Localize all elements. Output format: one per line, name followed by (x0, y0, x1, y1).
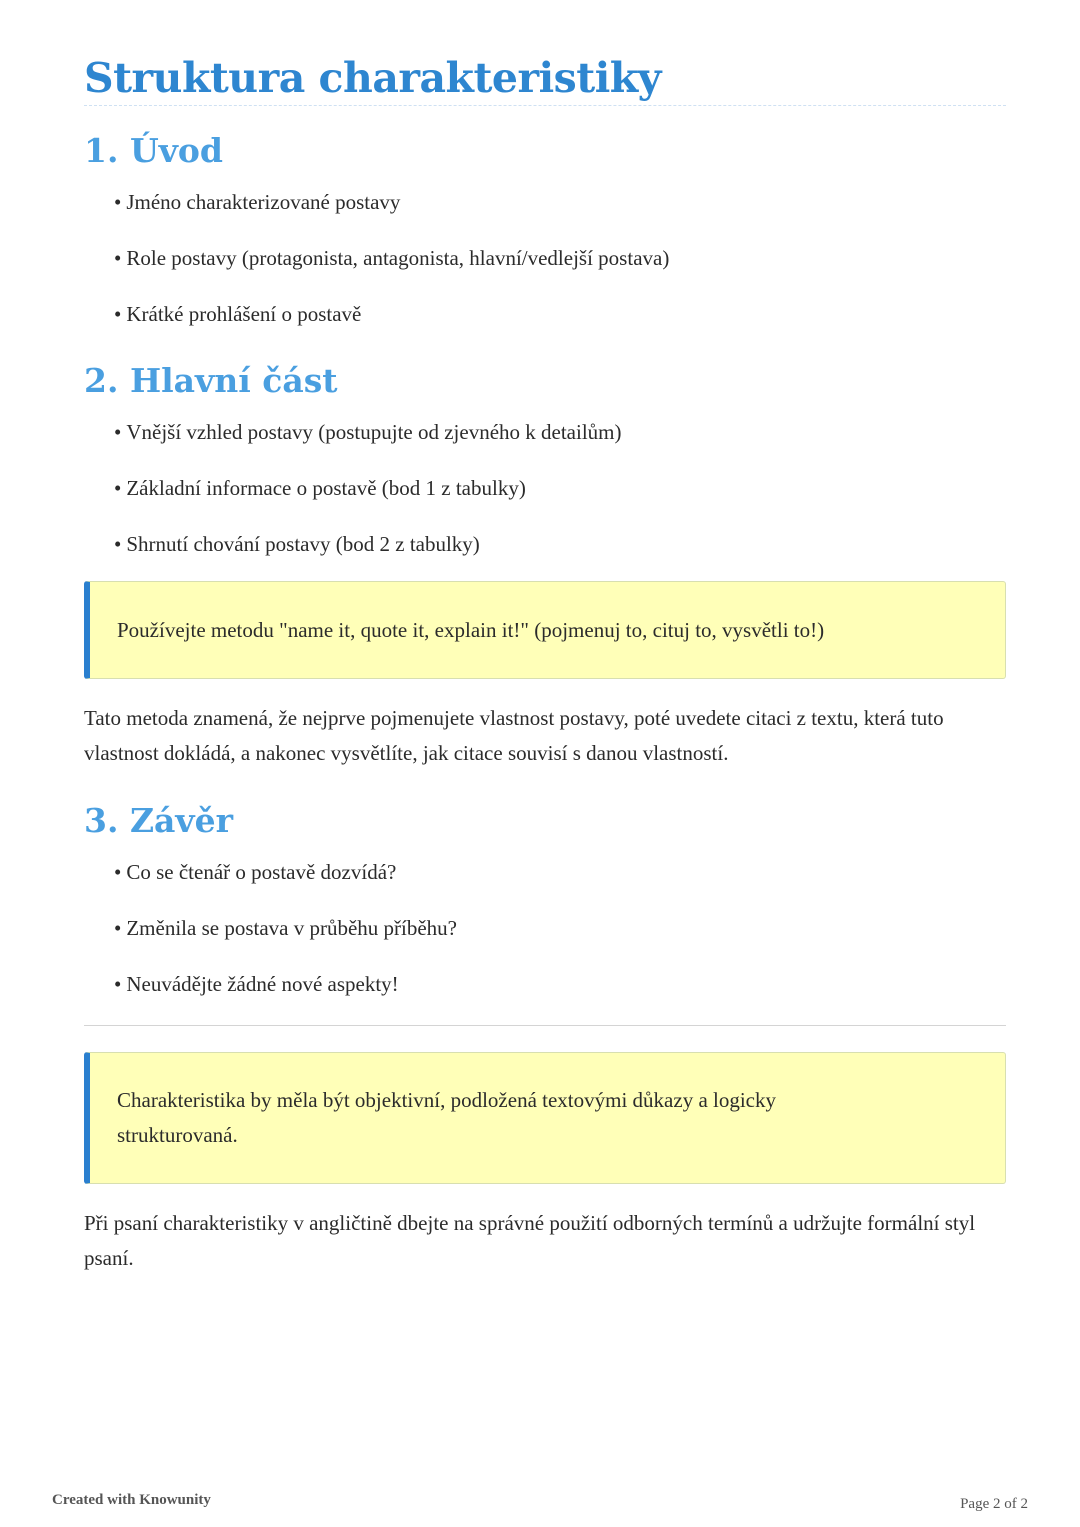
summary-callout-text: Charakteristika by měla být objektivní, podložená textovými důkazy a logicky strukturovaná. (117, 1088, 776, 1147)
section-divider (84, 1025, 1006, 1026)
section-heading-conclusion: 3. Závěr (84, 801, 233, 840)
section-heading-main: 2. Hlavní část (84, 361, 338, 400)
method-callout-text: Používejte metodu "name it, quote it, explain it!" (pojmenuj to, cituj to, vysvětli to!) (117, 617, 825, 642)
method-callout (84, 581, 1006, 679)
page-title: Struktura charakteristiky (84, 50, 1006, 106)
footer-page-number: Page 2 of 2 (960, 1496, 1028, 1512)
list-item: • Role postavy (protagonista, antagonista, hlavní/vedlejší postava) (114, 244, 1006, 273)
list-item: • Vnější vzhled postavy (postupujte od zjevného k detailům) (114, 418, 1006, 447)
main-list (84, 418, 1006, 559)
closing-note: Při psaní charakteristiky v angličtině dbejte na správné použití odborných termínů a udržujte formální styl psaní. (84, 1211, 976, 1270)
list-item: • Co se čtenář o postavě dozvídá? (114, 858, 1006, 887)
conclusion-list (84, 858, 1006, 999)
list-item: • Jméno charakterizované postavy (114, 188, 1006, 217)
intro-list (84, 188, 1006, 329)
section-heading-intro: 1. Úvod (84, 131, 223, 170)
list-item: • Shrnutí chování postavy (bod 2 z tabulky) (114, 530, 1006, 559)
list-item: • Neuvádějte žádné nové aspekty! (114, 970, 1006, 999)
footer-created-with: Created with Knowunity (52, 1492, 211, 1508)
list-item: • Základní informace o postavě (bod 1 z tabulky) (114, 474, 1006, 503)
list-item: • Krátké prohlášení o postavě (114, 300, 1006, 329)
method-explanation: Tato metoda znamená, že nejprve pojmenujete vlastnost postavy, poté uvedete citaci z textu, která tuto vlastnost dokládá, a nakonec vysvětlíte, jak citace souvisí s danou vlastností. (84, 706, 944, 765)
document-page (84, 50, 1006, 1276)
summary-callout (84, 1052, 1006, 1184)
list-item: • Změnila se postava v průběhu příběhu? (114, 914, 1006, 943)
